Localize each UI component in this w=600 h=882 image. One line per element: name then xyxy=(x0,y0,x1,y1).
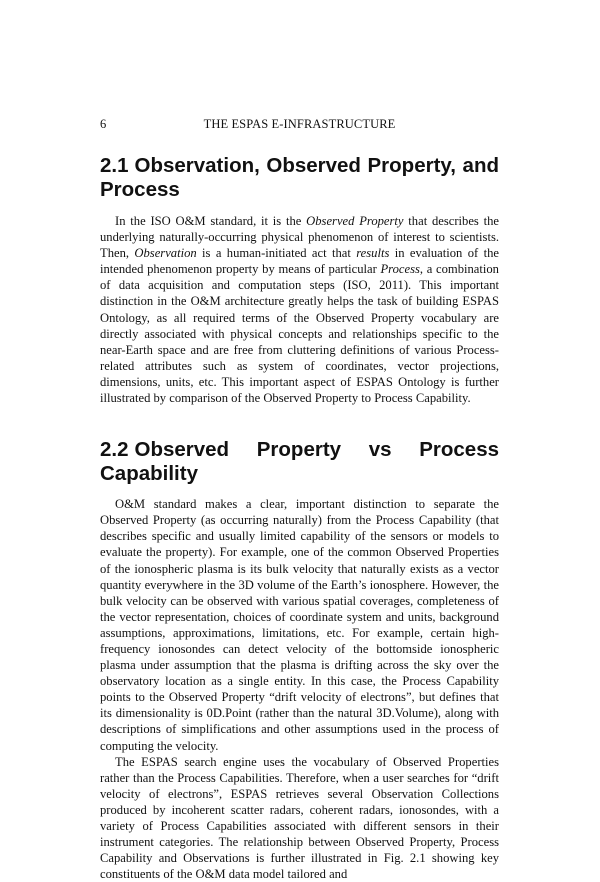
page-number: 6 xyxy=(100,117,107,131)
section-heading-2-1 xyxy=(100,154,499,202)
section-2-2-paragraph-1: O&M standard makes a clear, important distinction to separate the Observed Property (as occurring naturally) from the Process Capability (that describes specific and usually limited capability of the sensors or models to evaluate the property). For example, one of the common Observed Properties of the ionospheric plasma is its bulk velocity that naturally exists as a vector quantity everywhere in the 3D volume of the Earth’s ionosphere. However, the bulk velocity can be observed with various spatial coverages, completeness of the vector representation, choices of coordinate system and units, background assumptions, approximations, limitations, etc. For example, certain high-frequency ionosondes can detect velocity of the bottomside ionospheric plasma under assumption that the plasma is drifting across the sky over the observatory location as a single entity. In this case, the Process Capability points to the Observed Property “drift velocity of electrons”, but defines that its dimensionality is 0D.Point (rather than the natural 3D.Volume), along with descriptions of simplifications and other assumptions used in the process of computing the velocity. xyxy=(100,497,499,753)
text-run: that describes the underlying naturally-occurring physical phenomenon of interest to scientists. Then, xyxy=(100,214,500,261)
section-title: Observation, Observed Property, and Process xyxy=(100,154,499,201)
text-run: is a human-initiated act that xyxy=(196,246,357,261)
section-gap xyxy=(100,406,499,438)
text-run: In the ISO O&M standard, it is the xyxy=(115,214,307,228)
emphasis-process: Process xyxy=(380,262,420,277)
running-title: THE ESPAS E-INFRASTRUCTURE xyxy=(203,117,396,131)
section-number: 2.2 xyxy=(100,438,129,462)
page xyxy=(100,116,499,882)
section-2-2-paragraph-2: The ESPAS search engine uses the vocabulary of Observed Properties rather than the Process Capabilities. Therefore, when a user searches for “drift velocity of electrons”, ESPAS retrieves several Observation Collections produced by incoherent scatter radars, coherent radars, ionosondes, with a variety of Process Capabilities associated with different sensors in their instrument categories. The relationship between Observed Property, Process Capability and Observations is further illustrated in Fig. 2.1 showing key constituents of the O&M data model tailored and xyxy=(100,754,499,882)
section-title: Observed Property vs Process Capability xyxy=(100,438,499,486)
text-run: , a combination of data acquisition and computation steps (ISO, 2011). This important distinction in the O&M architecture greatly helps the task of building ESPAS Ontology, as all required terms of the Observed Property vocabulary are directly associated with physical concepts and relationships specific to the near-Earth space and are free from cluttering definitions of various Process-related attributes such as system of coordinates, vector projections, dimensions, units, etc. This important aspect of ESPAS Ontology is further illustrated by comparison of the Observed Property to Process Capability. xyxy=(100,262,499,406)
section-heading-2-2 xyxy=(100,438,499,486)
section-number: 2.1 xyxy=(100,154,129,177)
emphasis-observed-property: Observed Property xyxy=(306,214,404,228)
section-2-1-paragraph xyxy=(100,213,499,406)
emphasis-results: results xyxy=(356,246,390,261)
text-run: in evaluation of the intended phenomenon property by means of particular xyxy=(100,246,499,277)
running-head xyxy=(100,116,499,132)
emphasis-observation: Observation xyxy=(134,246,197,261)
